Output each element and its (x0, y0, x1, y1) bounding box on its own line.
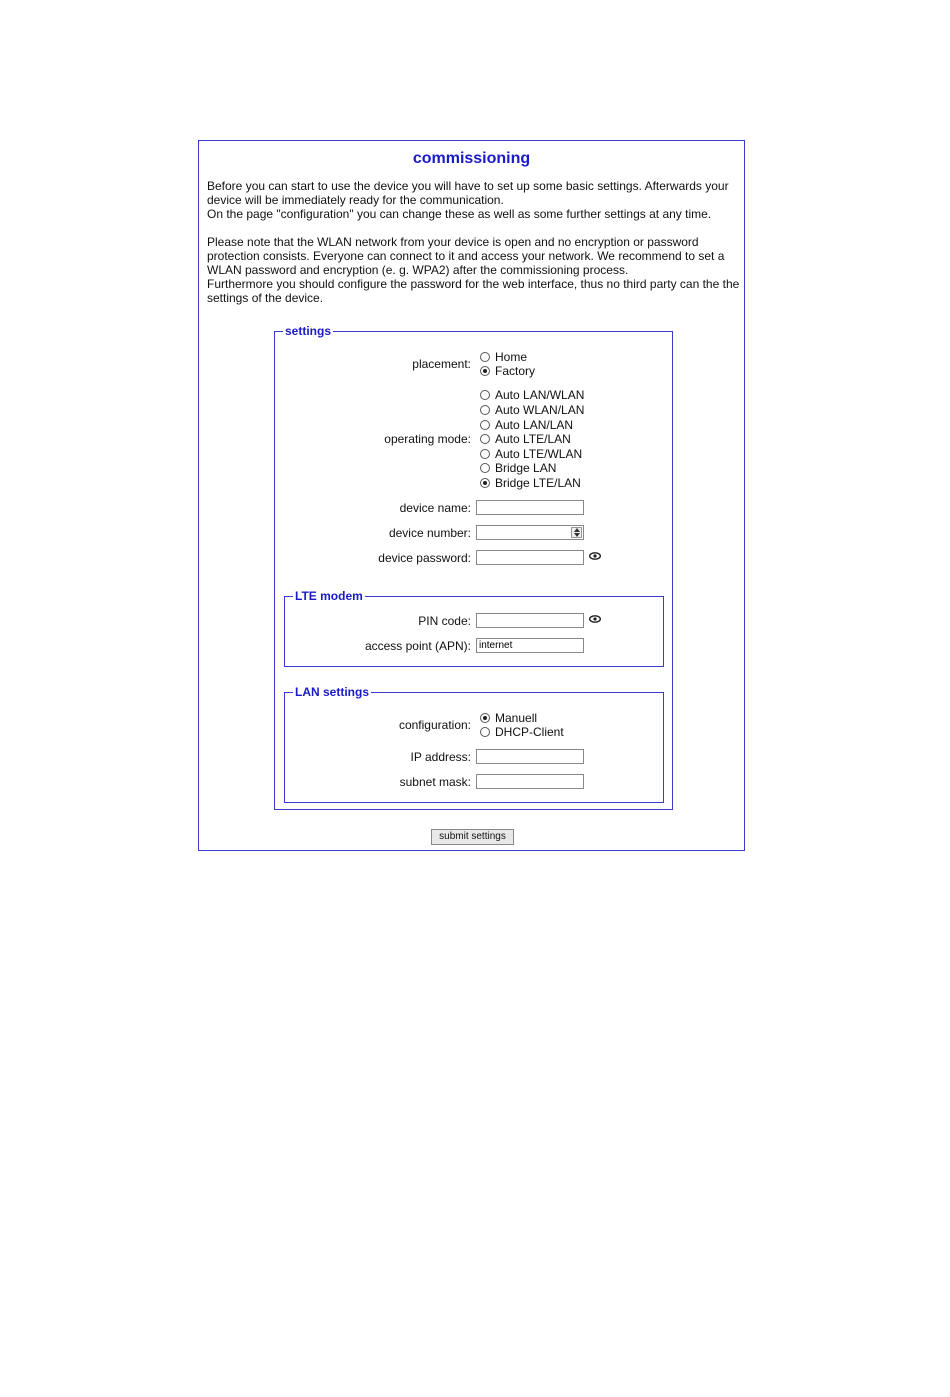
device-password-input[interactable] (476, 550, 584, 565)
apn-label: access point (APN): (364, 639, 471, 653)
password-note-paragraph: Furthermore you should configure the password for the web interface, thus no third party can the the settings of the device. (207, 277, 740, 305)
configuration-label: configuration: (398, 718, 471, 732)
pin-code-input[interactable] (476, 613, 584, 628)
radio-circle[interactable] (480, 727, 490, 737)
subnet-mask-input[interactable] (476, 774, 584, 789)
device-name-label: device name: (399, 501, 471, 515)
mode-bridge-lan-label: Bridge LAN (495, 461, 557, 475)
placement-home-radio[interactable] (480, 350, 660, 365)
placement-label: placement: (412, 357, 471, 371)
intro-text (207, 179, 742, 221)
apn-input[interactable] (476, 638, 584, 653)
mode-bridge-lan-radio[interactable] (480, 461, 660, 476)
config-manuell-radio[interactable] (480, 711, 660, 726)
settings-fieldset (274, 324, 673, 810)
device-password-label: device password: (378, 551, 471, 565)
subnet-mask-label: subnet mask: (399, 775, 471, 789)
radio-circle[interactable] (480, 420, 490, 430)
mode-auto-lan-lan-label: Auto LAN/LAN (495, 418, 574, 432)
placement-factory-label: Factory (495, 364, 536, 378)
intro-paragraph: Before you can start to use the device you will have to set up some basic settings. Afterwards your device will be immediately ready for the communication. (207, 179, 729, 207)
mode-auto-lte-wlan-label: Auto LTE/WLAN (495, 447, 583, 461)
mode-auto-wlan-lan-radio[interactable] (480, 403, 660, 418)
device-number-stepper[interactable] (476, 525, 584, 540)
radio-circle[interactable] (480, 405, 490, 415)
eye-icon[interactable] (589, 552, 601, 560)
radio-circle-selected[interactable] (480, 713, 490, 723)
settings-legend: settings (285, 324, 332, 338)
radio-circle[interactable] (480, 390, 490, 400)
config-dhcp-client-label: DHCP-Client (495, 725, 564, 739)
mode-auto-lan-wlan-radio[interactable] (480, 388, 660, 403)
page-title: commissioning (412, 150, 531, 167)
operating-mode-label: operating mode: (384, 432, 471, 446)
placement-factory-radio[interactable] (480, 364, 660, 379)
wlan-note-paragraph: Please note that the WLAN network from your device is open and no encryption or password protection consists. Everyone can connect to it and access your network. We recommend to set a WLAN password and encryption (e. g. WPA2) after the commissioning process. (207, 235, 725, 277)
radio-circle-selected[interactable] (480, 478, 490, 488)
mode-auto-lte-lan-label: Auto LTE/LAN (495, 432, 571, 446)
intro-config-paragraph: On the page "configuration" you can change these as well as some further settings at any time. (207, 207, 712, 221)
ip-address-input[interactable] (476, 749, 584, 764)
mode-auto-lte-wlan-radio[interactable] (480, 447, 660, 462)
lan-settings-fieldset (284, 685, 664, 803)
mode-bridge-lte-lan-label: Bridge LTE/LAN (495, 476, 581, 490)
lan-settings-legend: LAN settings (295, 685, 370, 699)
eye-icon[interactable] (589, 615, 601, 623)
radio-circle-selected[interactable] (480, 366, 490, 376)
ip-address-label: IP address: (410, 750, 471, 764)
mode-auto-lan-lan-radio[interactable] (480, 418, 660, 433)
config-dhcp-client-radio[interactable] (480, 725, 660, 740)
device-number-label: device number: (388, 526, 471, 540)
radio-circle[interactable] (480, 352, 490, 362)
mode-auto-lan-wlan-label: Auto LAN/WLAN (495, 388, 585, 402)
placement-home-label: Home (495, 350, 528, 364)
commissioning-panel (198, 140, 745, 851)
mode-auto-wlan-lan-label: Auto WLAN/LAN (495, 403, 585, 417)
radio-circle[interactable] (480, 449, 490, 459)
mode-auto-lte-lan-radio[interactable] (480, 432, 660, 447)
mode-bridge-lte-lan-radio[interactable] (480, 476, 660, 491)
pin-code-label: PIN code: (418, 614, 471, 628)
radio-circle[interactable] (480, 434, 490, 444)
security-note (207, 235, 742, 305)
radio-circle[interactable] (480, 463, 490, 473)
submit-settings-button[interactable]: submit settings (431, 829, 514, 845)
device-name-input[interactable] (476, 500, 584, 515)
lte-modem-legend: LTE modem (295, 589, 363, 603)
config-manuell-label: Manuell (495, 711, 538, 725)
lte-modem-fieldset (284, 589, 664, 667)
spinner-arrows-icon[interactable] (571, 527, 582, 538)
